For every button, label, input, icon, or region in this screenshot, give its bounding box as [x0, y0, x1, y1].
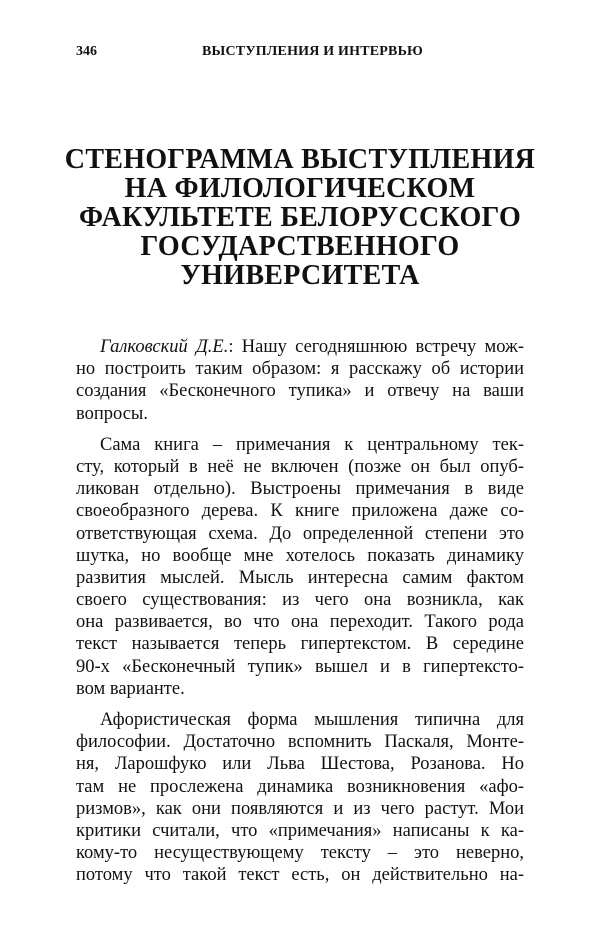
text-line: сту, который в неё не включен (позже он был опуб-	[76, 456, 524, 477]
page-number: 346	[76, 44, 97, 59]
text-line: 90-х «Бесконечный тупик» вышел и в гипертексто-	[76, 656, 524, 677]
chapter-title	[60, 145, 540, 290]
text-line: вом варианте.	[76, 678, 185, 699]
text-line: Сама книга – примечания к центральному тек-	[100, 434, 524, 455]
text-line: философии. Достаточно вспомнить Паскаля, Монте-	[76, 732, 524, 753]
text-line: ризмов», как они появляются и из чего растут. Мои	[76, 798, 524, 819]
paragraph-3	[76, 709, 524, 887]
text-line: развития мыслей. Мысль интересна самим фактом	[76, 567, 524, 588]
text-line: там не прослежена динамика возникновения «афо-	[76, 776, 524, 797]
text-line	[76, 336, 524, 358]
running-header	[76, 44, 524, 64]
text-line: шутка, но вообще мне хотелось показать динамику	[76, 545, 524, 566]
text-line: создания «Бесконечного тупика» и отвечу на ваши	[76, 381, 524, 402]
chapter-title-line: НА ФИЛОЛОГИЧЕСКОМ	[124, 173, 476, 204]
text-line: ня, Ларошфуко или Льва Шестова, Розанова. Но	[76, 754, 524, 775]
paragraph-1	[76, 336, 524, 425]
text-line: вопросы.	[76, 403, 148, 424]
chapter-title-line: СТЕНОГРАММА ВЫСТУПЛЕНИЯ	[64, 144, 536, 175]
chapter-title-line: УНИВЕРСИТЕТА	[180, 260, 420, 291]
text-line: своеобразного дерева. К книге приложена даже со-	[76, 501, 524, 522]
running-title: ВЫСТУПЛЕНИЯ И ИНТЕРВЬЮ	[202, 44, 424, 59]
text-fragment: : Нашу сегодняшнюю встречу мож-	[228, 337, 524, 357]
text-line: критики считали, что «примечания» написаны к ка-	[76, 820, 524, 841]
text-line: но построить таким образом: я расскажу об истории	[76, 359, 524, 380]
paragraph-2	[76, 434, 524, 700]
text-line: своего существования: из чего она возникла, как	[76, 590, 524, 611]
text-line: Афористическая форма мышления типична для	[100, 710, 524, 730]
text-line: она развивается, во что она переходит. Такого рода	[76, 612, 524, 633]
body-text	[76, 336, 524, 896]
text-line: потому что такой текст есть, он действительно на-	[76, 865, 524, 886]
chapter-title-line: ГОСУДАРСТВЕННОГО	[140, 231, 460, 262]
text-line: кому-то несуществующему тексту – это неверно,	[76, 843, 524, 864]
text-line: ответствующая схема. До определенной степени это	[76, 523, 524, 544]
chapter-title-line: ФАКУЛЬТЕТЕ БЕЛОРУССКОГО	[78, 202, 522, 233]
text-line: ликован отдельно). Выстроены примечания в виде	[76, 479, 524, 500]
speaker-name: Галковский Д.Е.	[100, 337, 229, 357]
text-line: текст называется теперь гипертекстом. В середине	[76, 634, 524, 655]
